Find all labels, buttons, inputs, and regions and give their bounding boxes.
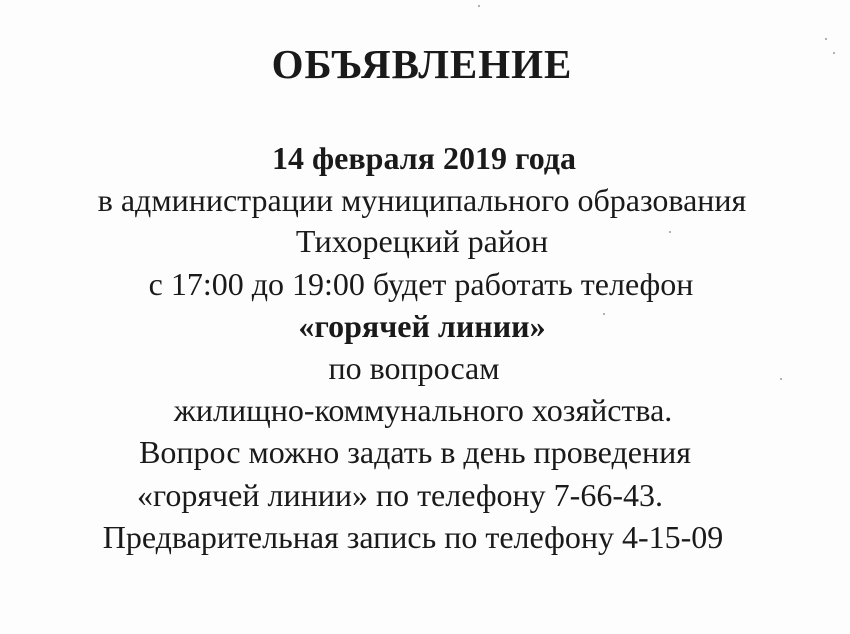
announcement-line-hours: с 17:00 до 19:00 будет работать телефон [148,266,694,302]
scan-speck [780,378,782,380]
scan-speck [478,5,480,7]
announcement-line-district: Тихорецкий район [295,223,549,259]
announcement-line-question: Вопрос можно задать в день проведения [139,434,691,470]
scan-speck [825,38,827,40]
announcement-line-topics: по вопросам [328,350,500,386]
announcement-date: 14 февраля 2019 года [272,140,576,176]
scan-speck [669,231,671,233]
scan-speck [833,52,835,54]
announcement-title: ОБЪЯВЛЕНИЕ [271,41,573,87]
announcement-line-hotline: «горячей линии» [298,308,546,344]
scan-speck [603,313,605,315]
announcement-line-administration: в администрации муниципального образования [97,182,747,218]
announcement-line-housing: жилищно-коммунального хозяйства. [173,392,673,428]
announcement-line-hotline-phone: «горячей линии» по телефону 7-66-43. [137,477,663,513]
announcement-line-registration-phone: Предварительная запись по телефону 4-15-09 [102,519,724,555]
